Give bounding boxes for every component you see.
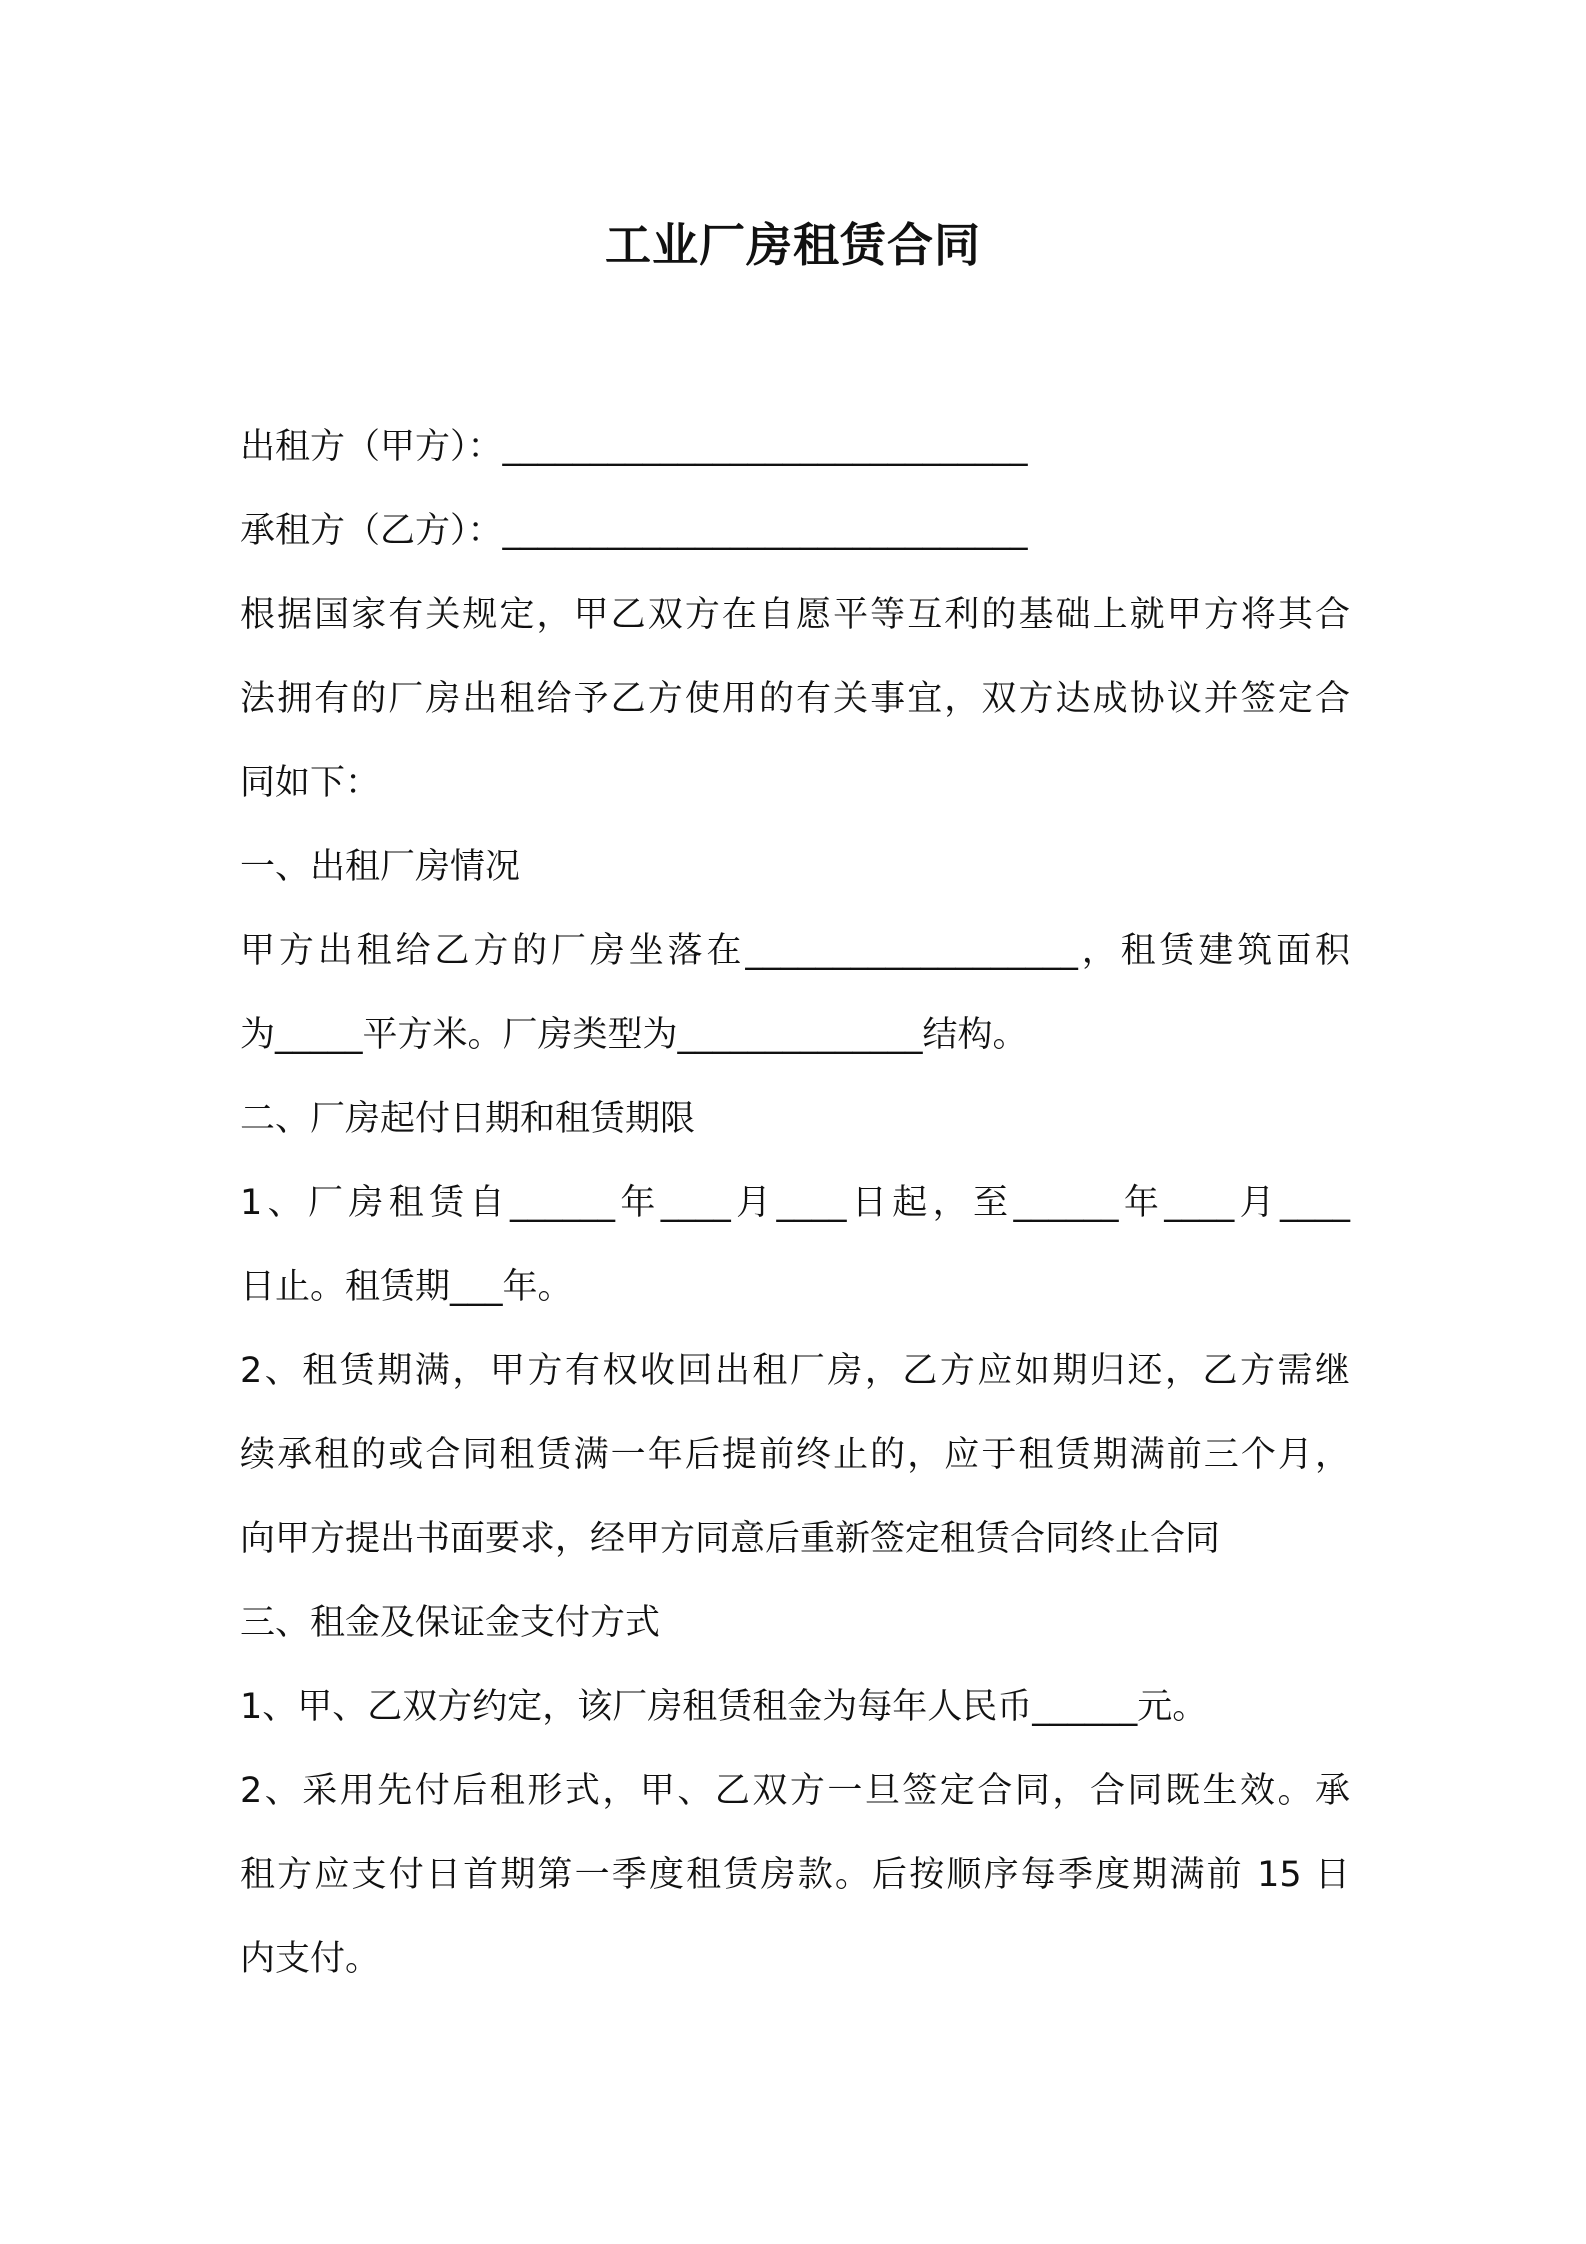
- section-2-item-1-line-1: 1、厂房租赁自______年____月____日起，至______年____月____: [240, 1183, 1350, 1223]
- section-3-item-2-line-3: 内支付。: [240, 1939, 381, 1979]
- section-3-item-2-line-1: 2、采用先付后租形式，甲、乙双方一旦签定合同，合同既生效。承: [240, 1771, 1350, 1811]
- document-title: 工业厂房租赁合同: [605, 218, 981, 272]
- intro-line-2: 法拥有的厂房出租给予乙方使用的有关事宜，双方达成协议并签定合: [240, 679, 1350, 719]
- intro-line-3: 同如下：: [240, 763, 381, 803]
- section-1-heading: 一、出租厂房情况: [240, 847, 521, 887]
- section-3-heading: 三、租金及保证金支付方式: [240, 1603, 661, 1643]
- section-2-item-1-line-2: 日止。租赁期___年。: [240, 1267, 573, 1307]
- section-1-line-2: 为_____平方米。厂房类型为______________结构。: [240, 1015, 1028, 1055]
- document-body: [240, 405, 1350, 2001]
- section-2-item-2-line-1: 2、租赁期满，甲方有权收回出租厂房，乙方应如期归还，乙方需继: [240, 1351, 1350, 1391]
- section-2-heading: 二、厂房起付日期和租赁期限: [240, 1099, 696, 1139]
- lessee-line: 承租方（乙方）：______________________________: [240, 511, 1028, 551]
- lessor-line: 出租方（甲方）：______________________________: [240, 427, 1028, 467]
- section-1-line-1: 甲方出租给乙方的厂房坐落在___________________，租赁建筑面积: [240, 931, 1350, 971]
- section-3-item-2-line-2: 租方应支付日首期第一季度租赁房款。后按顺序每季度期满前 15 日: [240, 1855, 1350, 1895]
- section-3-item-1: 1、甲、乙双方约定，该厂房租赁租金为每年人民币______元。: [240, 1687, 1208, 1727]
- intro-line-1: 根据国家有关规定，甲乙双方在自愿平等互利的基础上就甲方将其合: [240, 595, 1350, 635]
- section-2-item-2-line-2: 续承租的或合同租赁满一年后提前终止的，应于租赁期满前三个月，: [240, 1435, 1350, 1475]
- section-2-item-2-line-3: 向甲方提出书面要求，经甲方同意后重新签定租赁合同终止合同: [240, 1519, 1221, 1559]
